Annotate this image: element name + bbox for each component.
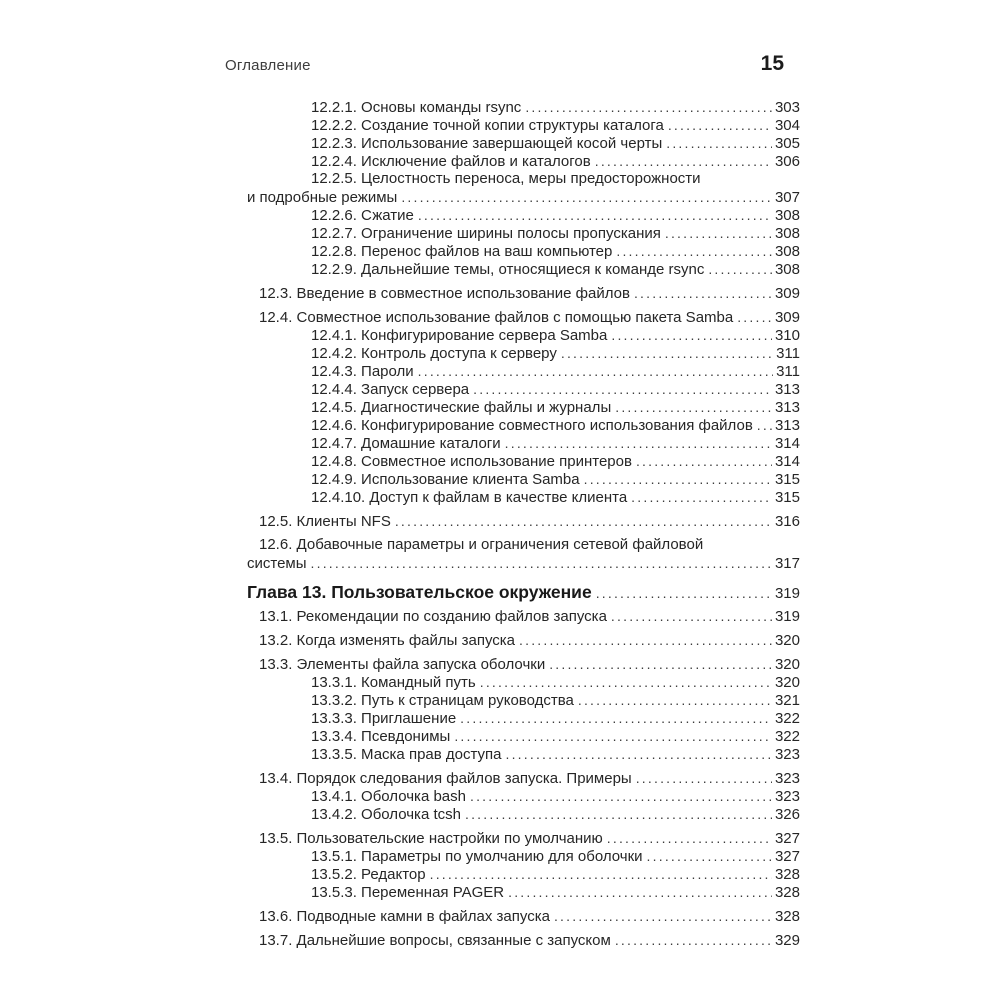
- toc-entry-title: 13.5.3. Переменная PAGER: [311, 884, 505, 901]
- dot-leader: [611, 607, 772, 625]
- toc-entry-page: 319: [774, 608, 800, 625]
- toc-entry: [247, 206, 800, 224]
- toc-entry-page: 328: [774, 866, 800, 883]
- toc-entry-title: 12.4. Совместное использование файлов с помощью пакета Samba: [259, 309, 734, 326]
- toc-entry: [247, 536, 800, 554]
- toc-entry-page: 313: [774, 381, 800, 398]
- toc-entry-title: 13.3.2. Путь к страницам руководства: [311, 692, 574, 709]
- dot-leader: [578, 691, 772, 709]
- toc-entry-title: 12.4.9. Использование клиента Samba: [311, 471, 580, 488]
- toc-entry-page: 329: [774, 932, 800, 949]
- toc-entry-title: 13.4. Порядок следования файлов запуска. Примеры: [259, 770, 632, 787]
- toc-entry-page: 327: [774, 848, 800, 865]
- dot-leader: [549, 655, 772, 673]
- toc-entry-page: 316: [774, 513, 800, 530]
- dot-leader: [401, 188, 772, 206]
- toc-entry: [247, 829, 800, 847]
- toc-entry: [247, 847, 800, 865]
- toc-entry: [247, 452, 800, 470]
- toc-entry-title: 12.4.10. Доступ к файлам в качестве клиента: [311, 489, 628, 506]
- dot-leader: [647, 847, 772, 865]
- toc-entry-title: 12.2.6. Сжатие: [311, 207, 414, 224]
- toc-entry-page: 310: [774, 327, 800, 344]
- toc-entry: [247, 170, 800, 188]
- dot-leader: [636, 769, 772, 787]
- toc-entry: [247, 380, 800, 398]
- toc-entry-title: 12.6. Добавочные параметры и ограничения сетевой файловой: [259, 536, 704, 553]
- toc-entry: [247, 931, 800, 949]
- dot-leader: [470, 787, 772, 805]
- dot-leader: [418, 206, 772, 224]
- toc-entry-title: 12.2.2. Создание точной копии структуры каталога: [311, 117, 664, 134]
- dot-leader: [430, 865, 772, 883]
- toc-entry-title: 13.5. Пользовательские настройки по умолчанию: [259, 830, 603, 847]
- toc-entry: [247, 98, 800, 116]
- toc-entry-page: 303: [774, 99, 800, 116]
- toc-entry: [247, 470, 800, 488]
- dot-leader: [525, 98, 772, 116]
- toc-entry: [247, 691, 800, 709]
- toc-entry: [247, 805, 800, 823]
- toc-entry-page: 308: [774, 243, 800, 260]
- toc-entry: [247, 434, 800, 452]
- toc-entry-title: 12.4.1. Конфигурирование сервера Samba: [311, 327, 608, 344]
- page-header: [225, 52, 800, 76]
- dot-leader: [666, 134, 772, 152]
- toc-entry: [247, 152, 800, 170]
- toc-entry-page: 314: [774, 453, 800, 470]
- dot-leader: [508, 883, 772, 901]
- toc-entry-page: 321: [774, 692, 800, 709]
- toc-entry-title: системы: [247, 555, 307, 572]
- toc-entry-title: Глава 13. Пользовательское окружение: [247, 582, 592, 602]
- toc-entry-page: 314: [774, 435, 800, 452]
- toc-entry-title: 13.3.5. Маска прав доступа: [311, 746, 502, 763]
- toc-entry-title: 13.3.3. Приглашение: [311, 710, 457, 727]
- toc-entry-page: 322: [774, 728, 800, 745]
- toc-entry-title: 12.2.1. Основы команды rsync: [311, 99, 522, 116]
- toc-entry-title: 12.2.8. Перенос файлов на ваш компьютер: [311, 243, 613, 260]
- toc-entry: [247, 260, 800, 278]
- toc-entry-page: 317: [774, 555, 800, 572]
- toc-entry-page: 306: [774, 153, 800, 170]
- toc-entry-title: 12.2.7. Ограничение ширины полосы пропускания: [311, 225, 661, 242]
- toc-entry: [247, 709, 800, 727]
- toc-entry: [247, 284, 800, 302]
- toc-entry-page: 315: [774, 489, 800, 506]
- dot-leader: [554, 907, 772, 925]
- toc-entry-title: 12.4.5. Диагностические файлы и журналы: [311, 399, 612, 416]
- toc-entry: [247, 488, 800, 506]
- toc-entry-title: 12.2.9. Дальнейшие темы, относящиеся к команде rsync: [311, 261, 705, 278]
- toc-entry-title: 13.5.1. Параметры по умолчанию для оболочки: [311, 848, 643, 865]
- toc-entry: [247, 188, 800, 206]
- toc-entry-page: 304: [774, 117, 800, 134]
- dot-leader: [708, 260, 772, 278]
- toc-entry-title: 12.4.4. Запуск сервера: [311, 381, 470, 398]
- toc-entry-title: 12.4.6. Конфигурирование совместного использования файлов: [311, 417, 753, 434]
- toc-entry-title: 13.7. Дальнейшие вопросы, связанные с запуском: [259, 932, 611, 949]
- dot-leader: [519, 631, 772, 649]
- dot-leader: [454, 727, 772, 745]
- toc-entry: [247, 416, 800, 434]
- toc-entry-title: 13.3. Элементы файла запуска оболочки: [259, 656, 546, 673]
- toc-entry-page: 313: [774, 417, 800, 434]
- dot-leader: [631, 488, 772, 506]
- toc-entry: [247, 134, 800, 152]
- toc-entry-page: 309: [774, 309, 800, 326]
- toc-entry-page: 313: [774, 399, 800, 416]
- toc-entry-page: 308: [774, 207, 800, 224]
- dot-leader: [615, 931, 772, 949]
- toc-entry-page: 323: [774, 788, 800, 805]
- toc-entry-page: 305: [774, 135, 800, 152]
- dot-leader: [636, 452, 772, 470]
- toc-entry: [247, 116, 800, 134]
- toc-entry-page: 320: [774, 632, 800, 649]
- toc-entry: [247, 787, 800, 805]
- dot-leader: [584, 470, 772, 488]
- dot-leader: [757, 416, 772, 434]
- dot-leader: [616, 242, 772, 260]
- toc-entry-title: 13.4.2. Оболочка tcsh: [311, 806, 461, 823]
- toc-entry-page: 308: [774, 225, 800, 242]
- toc-entry-title: 13.2. Когда изменять файлы запуска: [259, 632, 516, 649]
- toc-entry: [247, 242, 800, 260]
- dot-leader: [615, 398, 772, 416]
- dot-leader: [473, 380, 772, 398]
- toc-entry-page: 328: [774, 908, 800, 925]
- toc-entry: [247, 607, 800, 625]
- toc-entry: [247, 308, 800, 326]
- toc-entry-title: 12.4.2. Контроль доступа к серверу: [311, 345, 557, 362]
- toc-entry-title: 13.6. Подводные камни в файлах запуска: [259, 908, 550, 925]
- toc-entry-page: 311: [776, 345, 800, 362]
- toc-entry-page: 311: [776, 363, 800, 380]
- toc-entry: [247, 655, 800, 673]
- toc-entry-title: 13.3.4. Псевдонимы: [311, 728, 451, 745]
- page-number: 15: [760, 52, 784, 75]
- toc-entry-title: 12.2.5. Целостность переноса, меры предосторожности: [311, 170, 701, 187]
- dot-leader: [505, 434, 772, 452]
- toc-entry-title: 12.2.3. Использование завершающей косой черты: [311, 135, 663, 152]
- toc-entry-title: 12.4.7. Домашние каталоги: [311, 435, 501, 452]
- toc-entry: [247, 344, 800, 362]
- toc-entry-page: 323: [774, 770, 800, 787]
- toc-entry: [247, 326, 800, 344]
- toc-entry-page: 327: [774, 830, 800, 847]
- toc-entry-title: 13.4.1. Оболочка bash: [311, 788, 466, 805]
- toc-entry: [247, 727, 800, 745]
- dot-leader: [737, 308, 772, 326]
- dot-leader: [596, 584, 772, 602]
- toc-entry-title: 12.4.8. Совместное использование принтеров: [311, 453, 632, 470]
- toc-entry-title: 13.5.2. Редактор: [311, 866, 426, 883]
- toc-entry-page: 308: [774, 261, 800, 278]
- toc-entry-title: 12.2.4. Исключение файлов и каталогов: [311, 153, 591, 170]
- dot-leader: [561, 344, 773, 362]
- dot-leader: [668, 116, 772, 134]
- dot-leader: [607, 829, 772, 847]
- toc-entry: [247, 907, 800, 925]
- toc-entry: [247, 224, 800, 242]
- running-title: Оглавление: [225, 57, 311, 74]
- table-of-contents: [247, 98, 800, 949]
- toc-entry-title: 13.1. Рекомендации по созданию файлов запуска: [259, 608, 607, 625]
- toc-entry-page: 309: [774, 285, 800, 302]
- toc-entry-page: 320: [774, 674, 800, 691]
- dot-leader: [506, 745, 772, 763]
- dot-leader: [595, 152, 772, 170]
- dot-leader: [665, 224, 772, 242]
- toc-entry: [247, 769, 800, 787]
- toc-entry: [247, 583, 800, 601]
- toc-entry-title: 12.3. Введение в совместное использование файлов: [259, 285, 630, 302]
- toc-entry-page: 326: [774, 806, 800, 823]
- toc-entry-page: 307: [774, 189, 800, 206]
- toc-entry-page: 322: [774, 710, 800, 727]
- toc-entry: [247, 554, 800, 572]
- toc-entry-title: 13.3.1. Командный путь: [311, 674, 476, 691]
- dot-leader: [634, 284, 772, 302]
- toc-entry: [247, 745, 800, 763]
- toc-entry: [247, 673, 800, 691]
- toc-entry: [247, 512, 800, 530]
- toc-entry-page: 319: [774, 585, 800, 602]
- dot-leader: [395, 512, 772, 530]
- toc-entry-page: 323: [774, 746, 800, 763]
- toc-entry-page: 315: [774, 471, 800, 488]
- toc-entry-title: и подробные режимы: [247, 189, 398, 206]
- dot-leader: [611, 326, 772, 344]
- toc-entry-title: 12.4.3. Пароли: [311, 363, 414, 380]
- dot-leader: [460, 709, 772, 727]
- dot-leader: [418, 362, 773, 380]
- toc-entry-title: 12.5. Клиенты NFS: [259, 513, 391, 530]
- toc-entry-page: 328: [774, 884, 800, 901]
- toc-entry: [247, 631, 800, 649]
- dot-leader: [465, 805, 772, 823]
- dot-leader: [311, 554, 772, 572]
- toc-entry: [247, 883, 800, 901]
- toc-entry: [247, 362, 800, 380]
- toc-entry-page: 320: [774, 656, 800, 673]
- toc-entry: [247, 865, 800, 883]
- toc-entry: [247, 398, 800, 416]
- dot-leader: [480, 673, 772, 691]
